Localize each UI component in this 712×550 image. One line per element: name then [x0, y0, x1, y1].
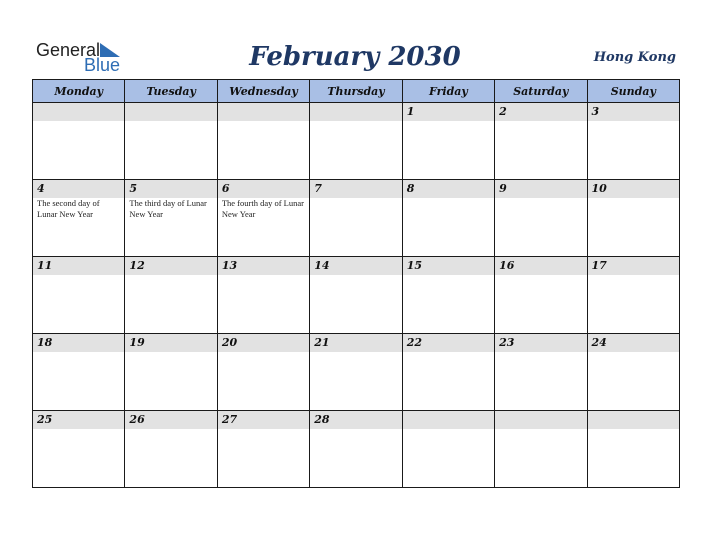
weekday-header: Wednesday: [217, 80, 309, 103]
day-number: 23: [495, 334, 586, 352]
calendar-grid: [32, 79, 680, 488]
day-number: 5: [125, 180, 216, 198]
weekday-header: Tuesday: [125, 80, 217, 103]
day-number: 19: [125, 334, 216, 352]
day-number: 26: [125, 411, 216, 429]
day-cell: [495, 180, 587, 257]
day-number: 14: [310, 257, 401, 275]
day-number: 9: [495, 180, 586, 198]
day-cell: [310, 103, 402, 180]
day-number: 13: [218, 257, 309, 275]
page-title: February 2030: [249, 42, 461, 72]
day-number: [495, 411, 586, 429]
weekday-header: Thursday: [310, 80, 402, 103]
day-number: [403, 411, 494, 429]
day-cell: [33, 334, 125, 411]
day-cell: [310, 257, 402, 334]
day-number: [588, 411, 679, 429]
day-cell: [217, 411, 309, 488]
day-cell: [587, 411, 679, 488]
weekday-header: Monday: [33, 80, 125, 103]
day-cell: [125, 411, 217, 488]
day-cell: [125, 180, 217, 257]
day-cell: [33, 257, 125, 334]
holiday-label: The third day of Lunar New Year: [129, 198, 207, 219]
day-number: 15: [403, 257, 494, 275]
day-cell: [33, 103, 125, 180]
day-number: 21: [310, 334, 401, 352]
day-cell: [495, 334, 587, 411]
week-row: [33, 411, 680, 488]
day-cell: [125, 103, 217, 180]
day-number: [310, 103, 401, 121]
day-number: 16: [495, 257, 586, 275]
holiday-label: The second day of Lunar New Year: [37, 198, 100, 219]
day-cell: [125, 334, 217, 411]
region-label: Hong Kong: [593, 50, 676, 65]
day-number: 2: [495, 103, 586, 121]
day-cell: [402, 257, 494, 334]
day-number: 12: [125, 257, 216, 275]
logo-text-general: General: [36, 40, 101, 60]
day-cell: [402, 411, 494, 488]
day-number: 3: [588, 103, 679, 121]
week-row: [33, 180, 680, 257]
day-cell: [495, 257, 587, 334]
day-number: 17: [588, 257, 679, 275]
day-cell: [587, 334, 679, 411]
holiday-label: The fourth day of Lunar New Year: [221, 198, 304, 219]
weekday-header: Friday: [402, 80, 494, 103]
weekday-header: Saturday: [495, 80, 587, 103]
day-number: [125, 103, 216, 121]
day-number: 25: [33, 411, 124, 429]
day-number: 20: [218, 334, 309, 352]
day-cell: [217, 257, 309, 334]
day-cell: [217, 180, 309, 257]
day-cell: [310, 411, 402, 488]
day-number: 7: [310, 180, 401, 198]
logo-text-blue: Blue: [84, 55, 121, 75]
logo: [36, 40, 136, 74]
day-cell: [495, 411, 587, 488]
day-number: [218, 103, 309, 121]
day-cell: [310, 334, 402, 411]
day-cell: [587, 103, 679, 180]
day-cell: [33, 180, 125, 257]
day-cell: [402, 180, 494, 257]
day-number: 6: [218, 180, 309, 198]
day-cell: [587, 180, 679, 257]
day-cell: [402, 103, 494, 180]
day-number: 18: [33, 334, 124, 352]
day-number: 10: [588, 180, 679, 198]
day-number: 4: [33, 180, 124, 198]
day-cell: [217, 334, 309, 411]
day-number: 8: [403, 180, 494, 198]
day-cell: [587, 257, 679, 334]
day-cell: [310, 180, 402, 257]
day-number: 27: [218, 411, 309, 429]
weekday-header: Sunday: [587, 80, 679, 103]
day-cell: [495, 103, 587, 180]
day-cell: [402, 334, 494, 411]
day-number: 1: [403, 103, 494, 121]
weekday-header-row: [33, 80, 680, 103]
day-cell: [33, 411, 125, 488]
day-number: 28: [310, 411, 401, 429]
week-row: [33, 334, 680, 411]
week-row: [33, 257, 680, 334]
day-number: [33, 103, 124, 121]
day-cell: [217, 103, 309, 180]
day-number: 22: [403, 334, 494, 352]
day-number: 24: [588, 334, 679, 352]
week-row: [33, 103, 680, 180]
day-cell: [125, 257, 217, 334]
day-number: 11: [33, 257, 124, 275]
